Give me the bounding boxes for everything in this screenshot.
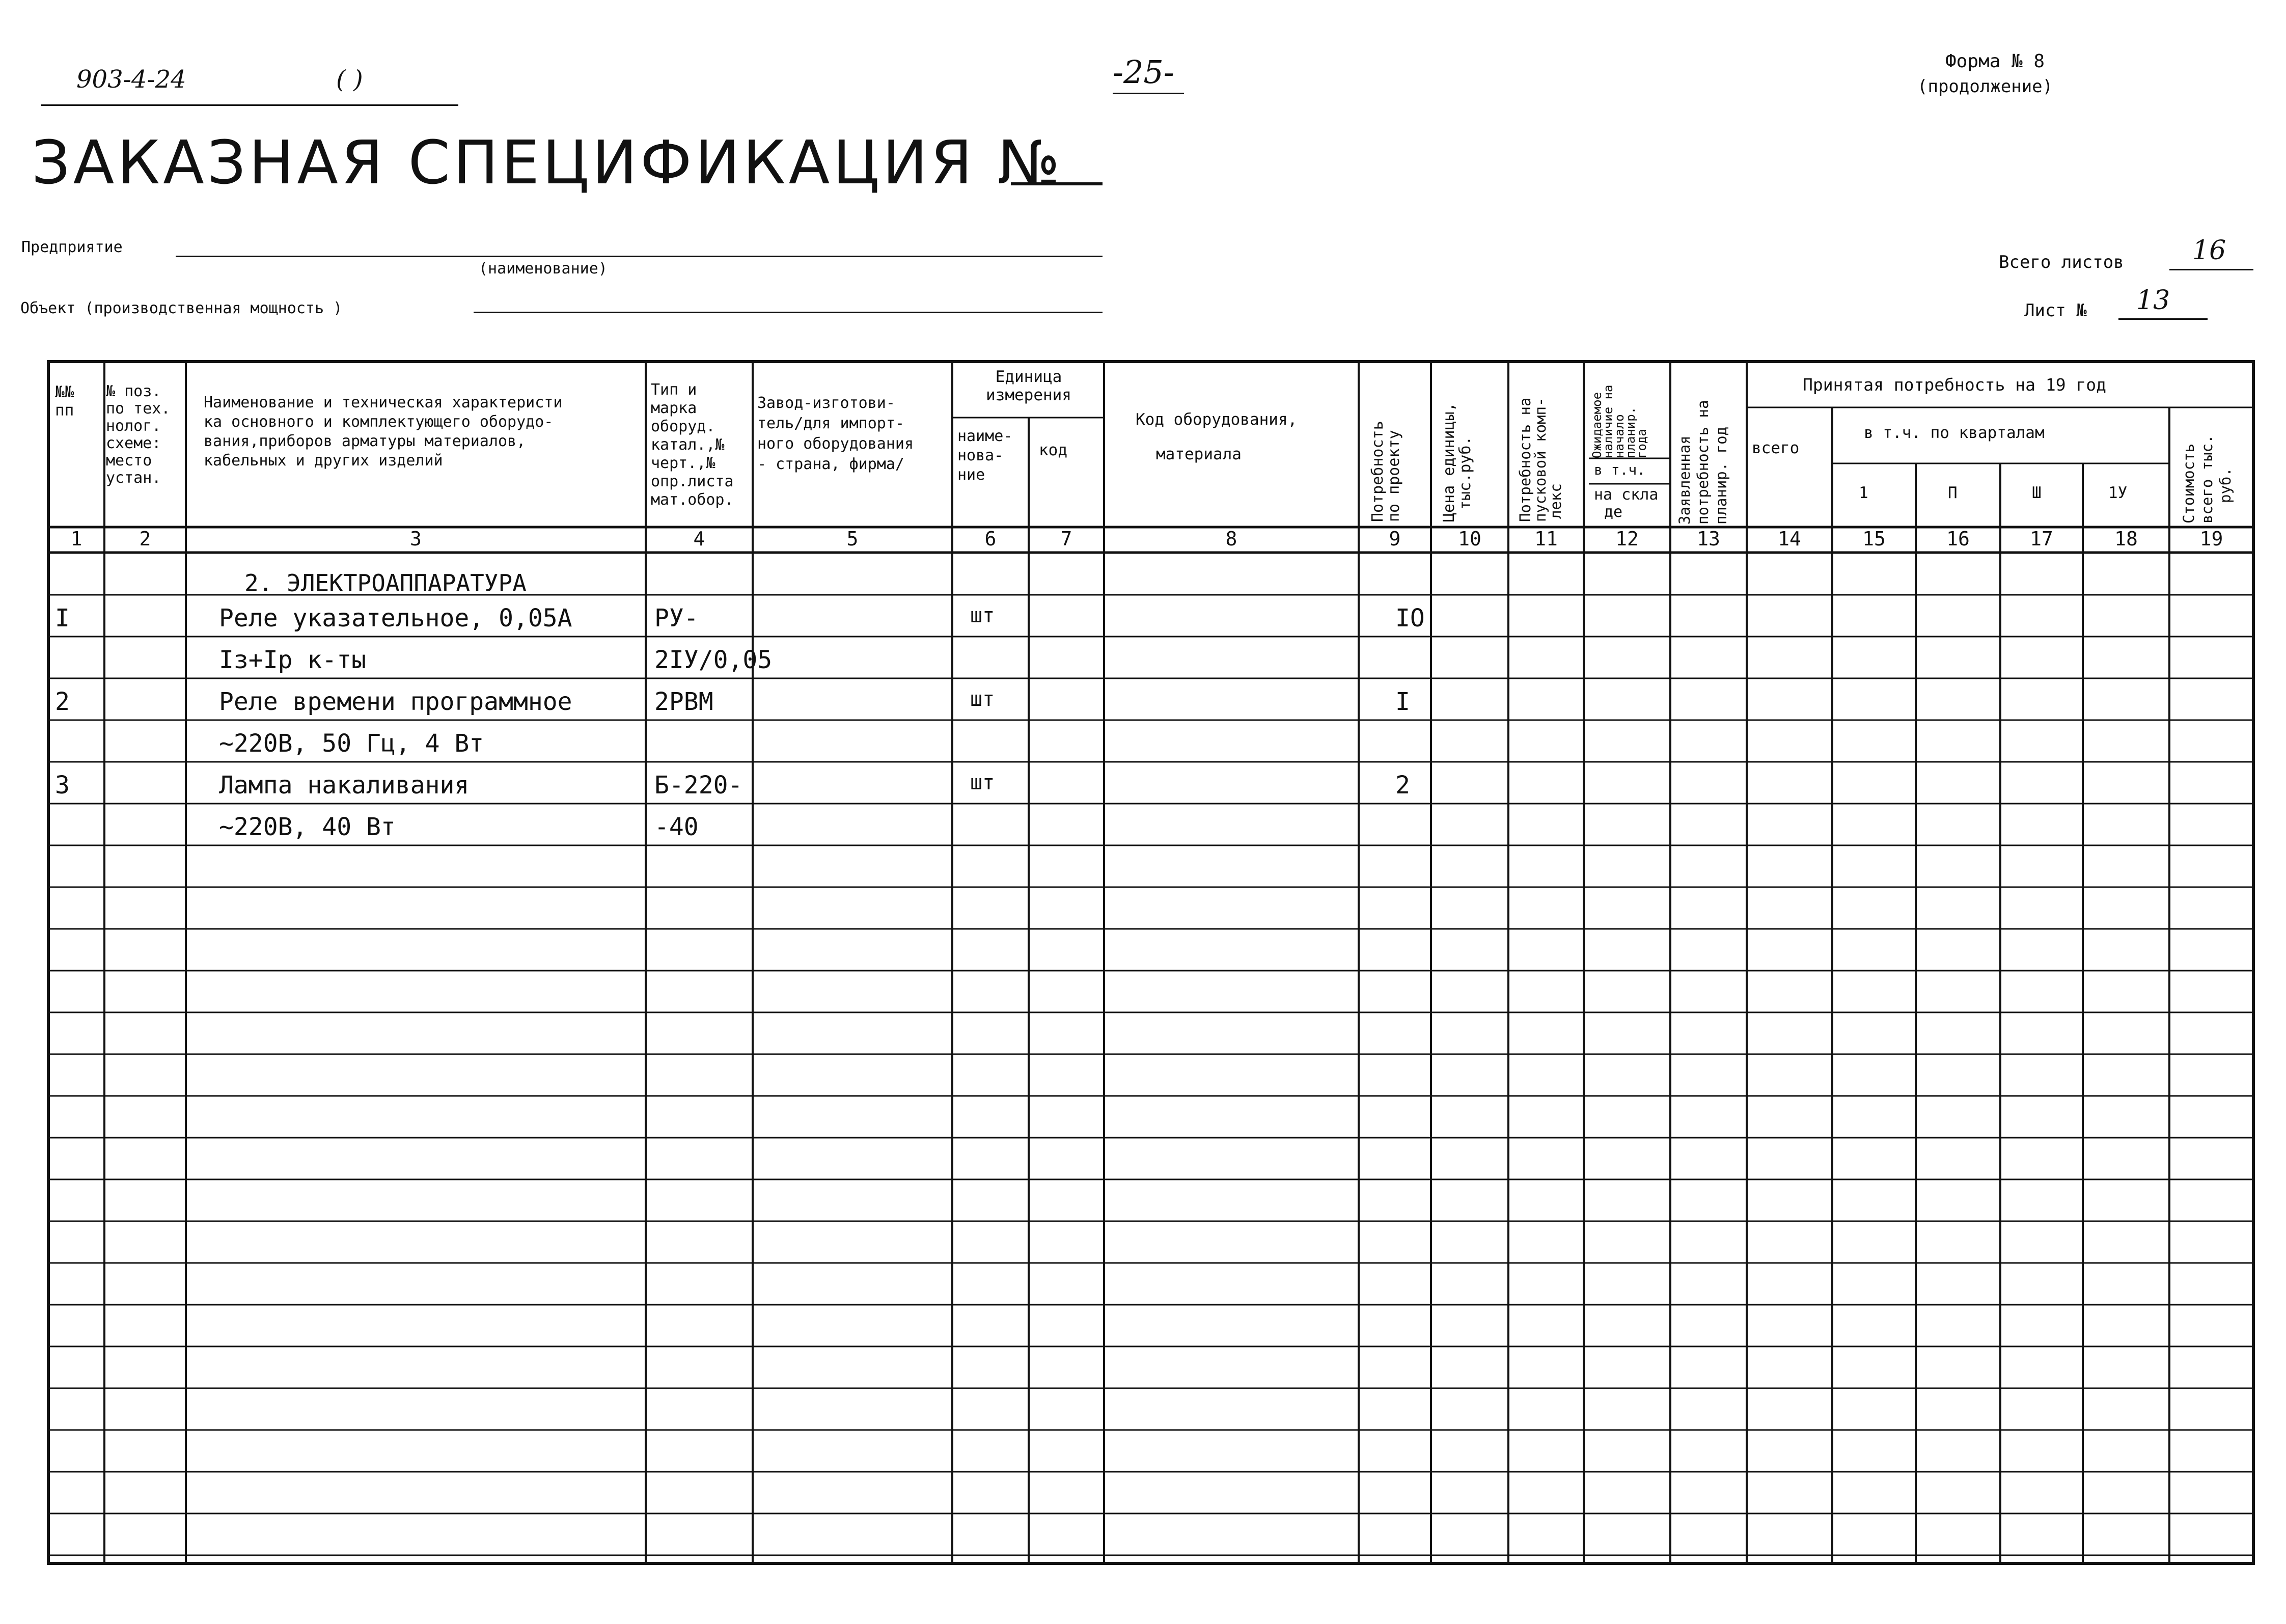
row-name: Iз+Iр к-ты [219, 646, 366, 674]
hdr-col2 [106, 383, 170, 487]
row-unit: шт [970, 604, 995, 627]
hdr-col6-l2: нова- [957, 447, 1004, 464]
col-number-6: 6 [984, 528, 997, 550]
hdr-quarters: в т.ч. по кварталам [1864, 424, 2045, 442]
col-number-17: 17 [2030, 528, 2053, 550]
hdr-accepted: Принятая потребность на 19 год [1803, 375, 2107, 395]
hdr-col5-l2: тель/для импорт- [757, 415, 904, 432]
hdr-col3-l3: вания,приборов арматуры материалов, [204, 432, 526, 450]
col-number-1: 1 [70, 528, 82, 550]
hdr-col13 [1675, 400, 1730, 525]
row-name: ~220В, 40 Вт [219, 813, 396, 841]
col-number-10: 10 [1458, 528, 1481, 550]
form-label: Форма № 8 [1945, 51, 2045, 72]
hdr-col9 [1370, 421, 1402, 522]
hdr-col8 [1136, 402, 1297, 472]
hdr-col1-l2: пп [55, 401, 74, 420]
hdr-col5-l1: Завод-изготови- [757, 394, 895, 412]
hdr-col11-l3: лекс [1547, 483, 1564, 519]
row-qty: 2 [1395, 771, 1410, 800]
hdr-col2-l5: место [106, 452, 152, 470]
hdr-col3-l1: Наименование и техническая характеристи [204, 394, 563, 411]
row-type: Б-220- [654, 771, 743, 800]
col-number-14: 14 [1778, 528, 1801, 550]
row-num: 3 [55, 771, 70, 800]
hdr-col12-l2: наличие на [1601, 384, 1615, 458]
col-number-9: 9 [1389, 528, 1401, 550]
hdr-col12 [1591, 385, 1647, 459]
row-name: Лампа накаливания [219, 771, 470, 800]
row-unit: шт [970, 771, 995, 794]
hdr-col11-l2: пусковой комп- [1532, 397, 1549, 522]
hdr-col11 [1518, 398, 1563, 522]
sheet-label: Лист № [2024, 300, 2087, 321]
document-code-paren: ( ) [336, 65, 363, 94]
hdr-unit-l2: измерения [986, 386, 1071, 404]
row-name: Реле указательное, 0,05А [219, 604, 572, 632]
col-number-11: 11 [1534, 528, 1558, 550]
hdr-col6-l3: ние [957, 466, 985, 484]
hdr-col19-l3: руб. [2217, 467, 2234, 503]
hdr-col2-l4: схеме: [106, 434, 161, 452]
col-number-4: 4 [693, 528, 705, 550]
hdr-col12-l5: года [1635, 429, 1649, 458]
row-name: Реле времени программное [219, 687, 572, 716]
row-num: 2 [55, 687, 70, 716]
hdr-col13-l3: планир. год [1713, 426, 1730, 525]
hdr-col12-b [1594, 486, 1658, 521]
hdr-col2-l1: № поз. [106, 382, 161, 400]
total-sheets-label: Всего листов [1999, 252, 2124, 272]
hdr-col4-l7: мат.обор. [651, 491, 734, 509]
hdr-col12-a: в т.ч. [1594, 461, 1646, 478]
col-number-8: 8 [1225, 528, 1237, 550]
hdr-col9-l1: Потребность [1369, 421, 1387, 522]
hdr-col11-l1: Потребность на [1517, 397, 1534, 522]
hdr-col7: код [1039, 441, 1067, 459]
hdr-col12-l4: планир. [1623, 406, 1638, 458]
hdr-unit-l1: Единица [995, 368, 1062, 386]
hdr-col12-l3: начало [1612, 414, 1627, 458]
object-label: Объект (производственная мощность ) [20, 299, 343, 317]
hdr-col2-l2: по тех. [106, 400, 171, 418]
row-unit: шт [970, 687, 995, 711]
hdr-col2-l3: нолог. [106, 417, 161, 435]
hdr-col13-l2: потребность на [1694, 400, 1712, 525]
col-number-3: 3 [410, 528, 422, 550]
hdr-col4-l5: черт.,№ [651, 454, 715, 472]
hdr-col2-l6: устан. [106, 469, 161, 487]
hdr-col3-l4: кабельных и других изделий [204, 452, 443, 470]
section-title: 2. ЭЛЕКТРОАППАРАТУРА [244, 569, 527, 597]
hdr-col5 [757, 393, 914, 475]
hdr-col19-l2: всего тыс. [2198, 434, 2216, 524]
hdr-col12-b-l1: на скла [1594, 486, 1659, 504]
hdr-col3-l2: ка основного и комплектующего оборудо- [204, 413, 554, 431]
hdr-q3: Ш [2032, 484, 2042, 502]
hdr-col19 [2180, 434, 2235, 524]
hdr-col10-l2: тыс.руб. [1456, 436, 1474, 510]
hdr-col10-l1: Цена единицы, [1440, 402, 1458, 522]
page-number: -25- [1113, 53, 1174, 91]
hdr-col4-l3: оборуд. [651, 418, 715, 435]
document-code: 903-4-24 [76, 65, 186, 94]
col-number-7: 7 [1060, 528, 1072, 550]
hdr-col6 [957, 427, 1012, 485]
row-qty: IO [1395, 604, 1425, 632]
total-sheets-value: 16 [2192, 235, 2226, 266]
row-type: 2РВМ [654, 687, 713, 716]
hdr-col9-l2: по проекту [1385, 430, 1403, 522]
col-number-2: 2 [139, 528, 151, 550]
col-number-12: 12 [1615, 528, 1639, 550]
hdr-col12-b-l2: де [1604, 503, 1623, 521]
row-type: РУ- [654, 604, 699, 632]
col-number-18: 18 [2114, 528, 2138, 550]
hdr-col4 [651, 381, 734, 509]
row-name: ~220В, 50 Гц, 4 Вт [219, 729, 484, 758]
hdr-col4-l6: опр.листа [651, 473, 734, 490]
hdr-q4: 1У [2108, 484, 2128, 502]
hdr-col19-l1: Стоимость [2180, 443, 2197, 524]
col-number-5: 5 [846, 528, 859, 550]
hdr-col5-l3: ного оборудования [757, 435, 914, 453]
hdr-col3 [204, 393, 562, 471]
hdr-q1: 1 [1859, 484, 1868, 502]
hdr-col8-l1: Код оборудования, [1136, 410, 1298, 429]
col-number-15: 15 [1862, 528, 1886, 550]
hdr-col6-l1: наиме- [957, 427, 1013, 445]
hdr-col1 [55, 383, 74, 420]
hdr-unit [962, 368, 1095, 404]
hdr-col4-l2: марка [651, 399, 697, 417]
page-title: ЗАКАЗНАЯ СПЕЦИФИКАЦИЯ № [32, 127, 1063, 198]
row-num: I [55, 604, 70, 632]
col-number-13: 13 [1697, 528, 1720, 550]
sheet-value: 13 [2136, 285, 2170, 316]
form-sub: (продолжение) [1917, 76, 2053, 97]
name-hint: (наименование) [479, 260, 608, 278]
hdr-col13-l1: Заявленная [1676, 435, 1693, 525]
hdr-col14: всего [1752, 439, 1800, 457]
hdr-col12-l1: Ожидаемое [1590, 392, 1604, 458]
enterprise-label: Предприятие [21, 238, 123, 256]
row-qty: I [1395, 687, 1410, 716]
col-number-19: 19 [2199, 528, 2223, 550]
hdr-q2: П [1948, 484, 1958, 502]
hdr-col1-l1: №№ [55, 383, 74, 401]
row-type: -40 [654, 813, 699, 841]
hdr-col8-l2: материала [1156, 445, 1242, 463]
hdr-col4-l4: катал.,№ [651, 436, 725, 454]
hdr-col4-l1: Тип и [651, 381, 697, 399]
hdr-col10 [1441, 402, 1474, 522]
hdr-col5-l4: - страна, фирма/ [757, 455, 904, 473]
col-number-16: 16 [1946, 528, 1970, 550]
row-type: 2IУ/0,05 [654, 646, 773, 674]
